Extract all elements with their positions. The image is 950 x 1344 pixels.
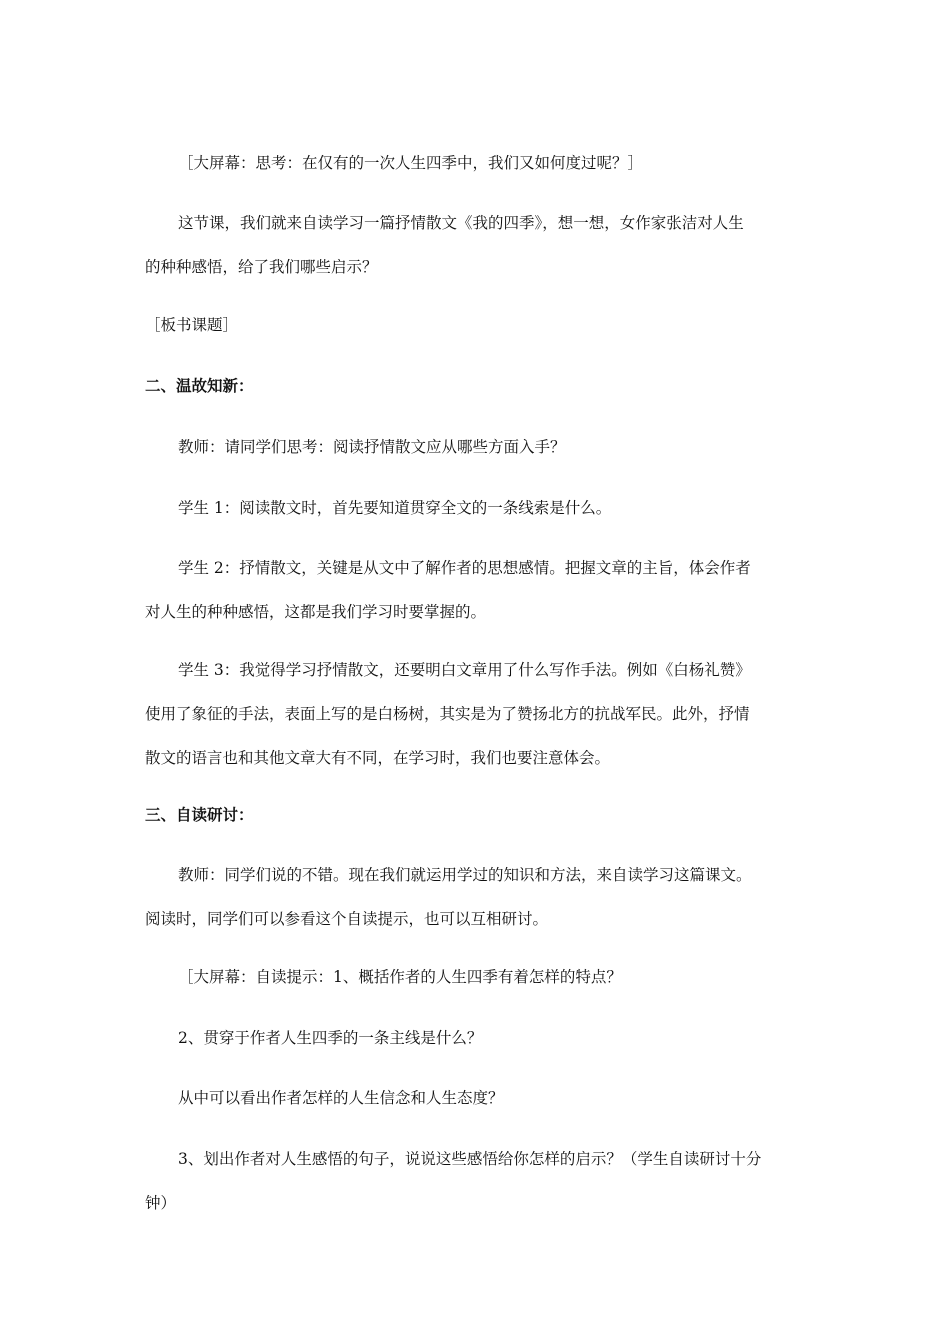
- text-line: 的种种感悟，给了我们哪些启示？: [145, 258, 378, 276]
- text-line: 三、自读研讨：: [145, 806, 254, 824]
- hint-2: [145, 1016, 811, 1060]
- text-line: 钟）: [145, 1194, 177, 1212]
- text-line: 2、贯穿于作者人生四季的一条主线是什么？: [178, 1029, 483, 1047]
- text-line: 这节课，我们就来自读学习一篇抒情散文《我的四季》，想一想，女作家张洁对人生: [178, 214, 744, 232]
- hint-3: [145, 1137, 811, 1225]
- screen-prompt-hint-1: [145, 955, 811, 999]
- student-3-answer: [145, 648, 811, 780]
- text-line: 散文的语言也和其他文章大有不同，在学习时，我们也要注意体会。: [145, 749, 611, 767]
- text-line: ［大屏幕：思考：在仅有的一次人生四季中，我们又如何度过呢？］: [178, 154, 644, 172]
- student-1-answer: [145, 486, 811, 530]
- text-line: 教师：请同学们思考：阅读抒情散文应从哪些方面入手？: [178, 438, 566, 456]
- text-line: 二、温故知新：: [145, 377, 254, 395]
- section-heading-review: [145, 364, 811, 408]
- hint-2-followup: [145, 1076, 811, 1120]
- text-line: 学生 2：抒情散文，关键是从文中了解作者的思想感情。把握文章的主旨，体会作者: [178, 559, 751, 577]
- intro-paragraph: [145, 201, 811, 289]
- screen-prompt-thinking: [145, 141, 811, 185]
- text-line: ［板书课题］: [145, 316, 239, 334]
- teacher-question: [145, 425, 811, 469]
- text-line: 3、划出作者对人生感悟的句子，说说这些感悟给你怎样的启示？（学生自读研讨十分: [178, 1150, 762, 1168]
- text-line: 学生 1：阅读散文时，首先要知道贯穿全文的一条线索是什么。: [178, 499, 612, 517]
- text-line: 学生 3：我觉得学习抒情散文，还要明白文章用了什么写作手法。例如《白杨礼赞》: [178, 661, 751, 679]
- teacher-instruction: [145, 853, 811, 941]
- text-line: 从中可以看出作者怎样的人生信念和人生态度？: [178, 1089, 504, 1107]
- board-title-note: [145, 303, 811, 347]
- text-line: 教师：同学们说的不错。现在我们就运用学过的知识和方法，来自读学习这篇课文。: [178, 866, 752, 884]
- text-line: 阅读时，同学们可以参看这个自读提示，也可以互相研讨。: [145, 910, 549, 928]
- text-line: ［大屏幕：自读提示：1、概括作者的人生四季有着怎样的特点？: [178, 968, 622, 986]
- student-2-answer: [145, 546, 811, 634]
- section-heading-self-study: [145, 793, 811, 837]
- text-line: 对人生的种种感悟，这都是我们学习时要掌握的。: [145, 603, 487, 621]
- text-line: 使用了象征的手法，表面上写的是白杨树，其实是为了赞扬北方的抗战军民。此外，抒情: [145, 705, 750, 723]
